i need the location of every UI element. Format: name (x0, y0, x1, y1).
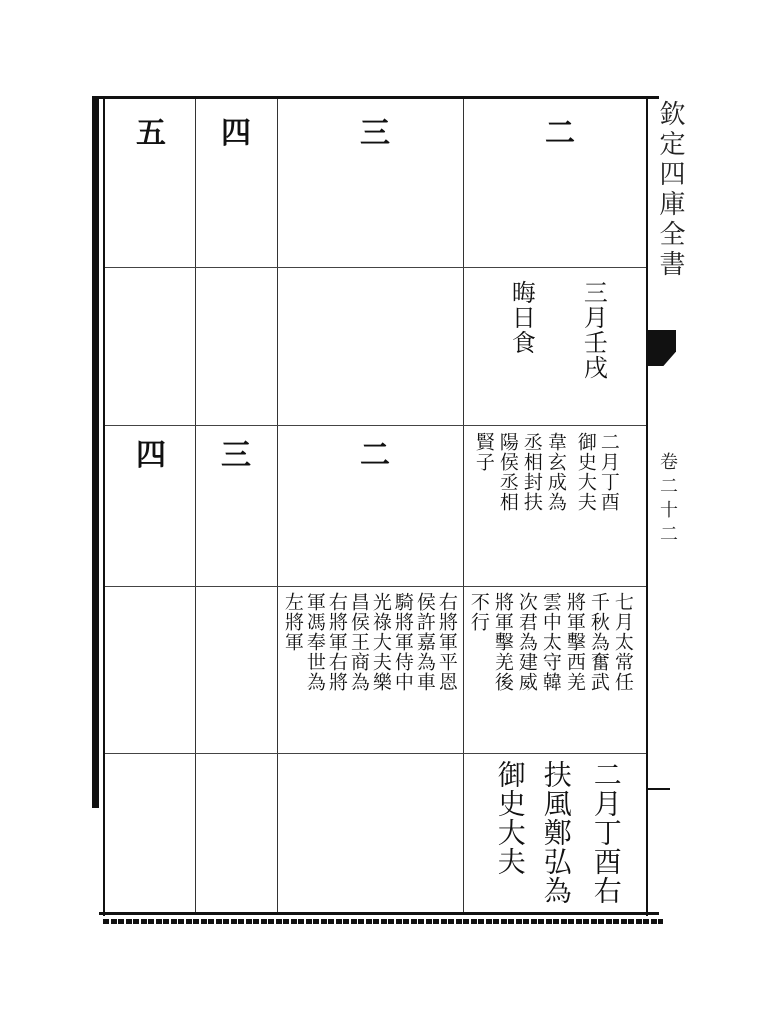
row3-col-a-line: 二月丁酉 (597, 432, 620, 512)
margin-rule (646, 96, 648, 916)
grid-hline (105, 753, 646, 754)
row2-line1: 三月壬戌 (579, 280, 608, 380)
book-title: 欽定四庫全書 (655, 100, 685, 280)
row4-col-a-line: 將軍擊羌後 (491, 592, 514, 692)
row1-col-c: 四 (221, 116, 251, 151)
row5-col-a-line: 御史大夫 (493, 760, 527, 876)
row5-col-a-line: 扶風鄭弘為 (539, 760, 573, 905)
row4-col-a-line: 七月太常任 (611, 592, 634, 692)
row4-col-b-line: 侯許嘉為車 (413, 592, 436, 692)
row1-col-b: 三 (360, 116, 390, 151)
row4-col-b-line: 左將軍 (281, 592, 304, 652)
grid-vline (195, 99, 196, 912)
row4-col-a-line: 雲中太守韓 (539, 592, 562, 692)
row4-col-b-line: 右將軍右將 (325, 592, 348, 692)
grid-vline (463, 99, 464, 912)
frame-bottom-double-border (103, 919, 663, 924)
row3-col-a-line: 韋玄成為 (544, 432, 567, 512)
row3-col-a-line: 丞相封扶 (520, 432, 543, 512)
row3-col-a-line: 陽侯丞相 (496, 432, 519, 512)
row1-col-a: 二 (545, 116, 575, 151)
row4-col-b-line: 光祿大夫樂 (369, 592, 392, 692)
row4-col-a-line: 千秋為奮武 (587, 592, 610, 692)
margin-tick (648, 788, 670, 790)
frame-top-border (99, 96, 659, 99)
row2-line2: 晦日食 (507, 280, 536, 355)
row5-col-a-line: 二月丁酉右 (589, 760, 623, 905)
grid-hline (105, 267, 646, 268)
row4-col-a-line: 將軍擊西羌 (563, 592, 586, 692)
row4-col-b-line: 騎將軍侍中 (391, 592, 414, 692)
frame-left-border (92, 96, 99, 808)
row3-col-d: 四 (136, 438, 166, 473)
row4-col-a-line: 不行 (467, 592, 490, 632)
row4-col-b-line: 右將軍平恩 (435, 592, 458, 692)
row4-col-b-line: 昌侯王商為 (347, 592, 370, 692)
volume-label: 卷二十二 (657, 452, 678, 548)
row3-col-a-line: 賢子 (472, 432, 495, 472)
row4-col-b-line: 軍馮奉世為 (303, 592, 326, 692)
grid-hline (105, 586, 646, 587)
grid-hline (105, 425, 646, 426)
row1-col-d: 五 (136, 116, 166, 151)
row3-col-a-line: 御史大夫 (574, 432, 597, 512)
frame-left-inner-border (103, 96, 105, 916)
grid-vline (277, 99, 278, 912)
row3-col-b: 二 (360, 438, 390, 473)
fish-tail-mark (648, 330, 676, 366)
frame-bottom-border (99, 912, 659, 915)
row3-col-c: 三 (221, 438, 251, 473)
row4-col-a-line: 次君為建威 (515, 592, 538, 692)
